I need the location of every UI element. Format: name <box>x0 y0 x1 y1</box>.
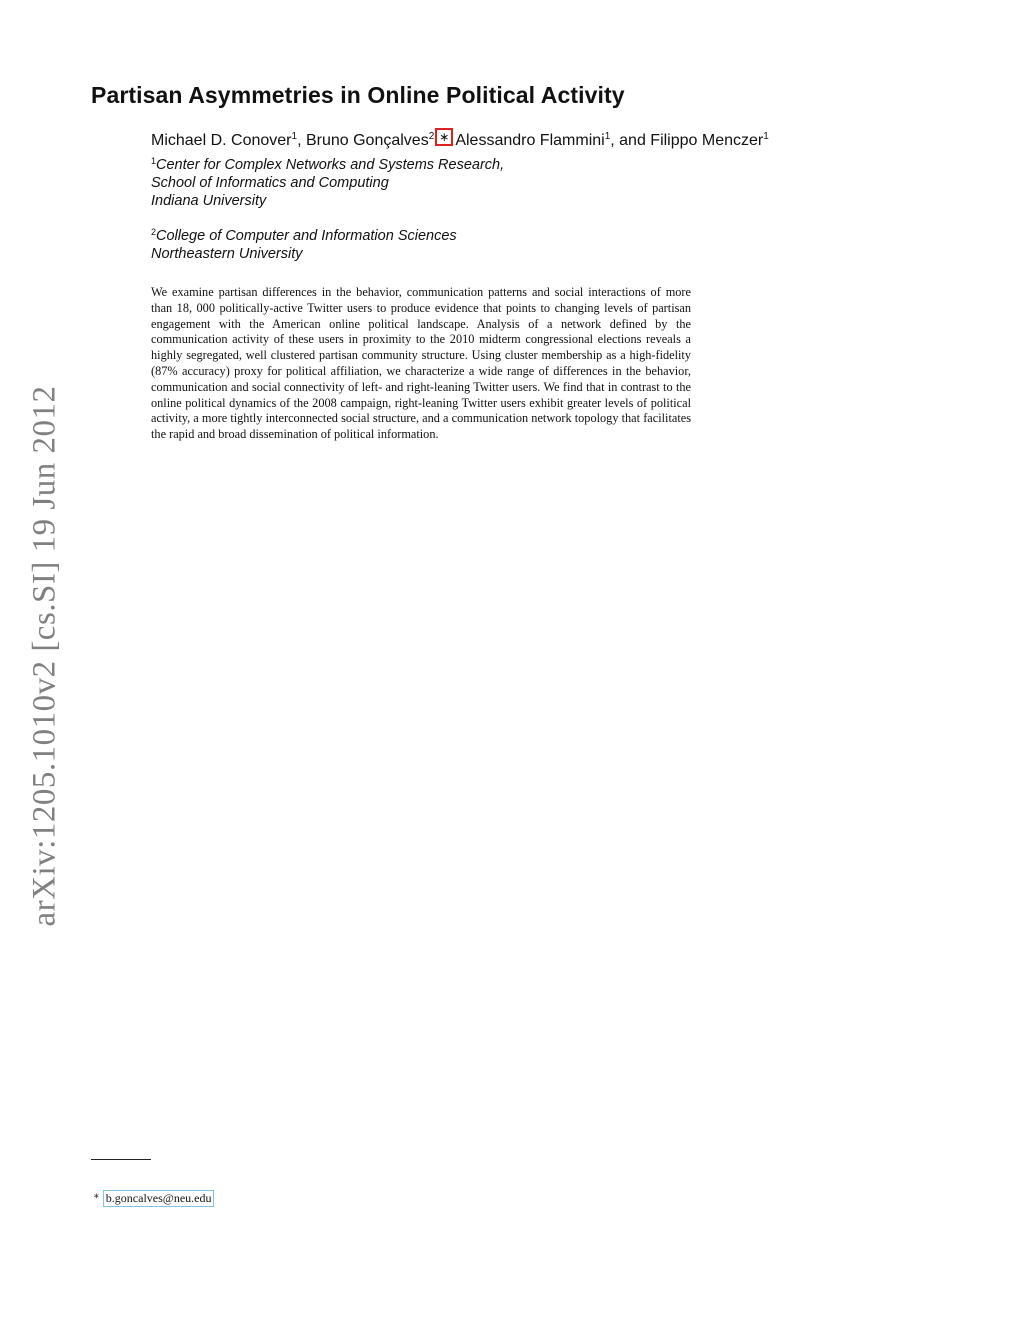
author-list <box>151 128 769 150</box>
affiliation-block <box>151 156 504 210</box>
affiliation-mark: 1 <box>151 156 157 166</box>
affiliation-block <box>151 227 457 263</box>
affiliation-line <box>151 156 504 174</box>
affiliation-line: Indiana University <box>151 193 267 209</box>
affiliation-line: Northeastern University <box>151 246 303 262</box>
affiliation-mark: 1 <box>763 131 769 142</box>
author-name: Michael D. Conover <box>151 132 292 149</box>
author-name: Alessandro Flammini <box>455 132 605 149</box>
footnote <box>93 1190 214 1207</box>
affiliation-line <box>151 227 457 245</box>
abstract: We examine partisan differences in the behavior, communication patterns and social interactions of more than 18, 000 politically-active Twitter users to produce evidence that points to changing levels of partisan engagement with the American online political landscape. Analysis of a network defined by the communication activity of these users in proximity to the 2010 midterm congressional elections reveals a highly segregated, well clustered partisan community structure. Using cluster membership as a high-fidelity (87% accuracy) proxy for political affiliation, we characterize a wide range of differences in the behavior, communication and social connectivity of left- and right-leaning Twitter users. We find that in contrast to the online political dynamics of the 2008 campaign, right-leaning Twitter users exhibit greater levels of political activity, a more tightly interconnected social structure, and a communication network topology that facilitates the rapid and broad dissemination of political information. <box>151 285 691 442</box>
email-link[interactable]: b.goncalves@neu.edu <box>103 1190 215 1207</box>
affiliation-mark: 1 <box>291 131 298 142</box>
author-name: Filippo Menczer <box>650 132 764 149</box>
author-name: Bruno Gonçalves <box>305 132 429 149</box>
author-separator: , <box>297 132 306 149</box>
affiliation-text: College of Computer and Information Sciences <box>156 228 457 244</box>
footnote-marker-link[interactable]: ∗ <box>435 128 453 146</box>
affiliation-line: School of Informatics and Computing <box>151 175 389 191</box>
author-separator: , and <box>610 132 651 149</box>
paper-title: Partisan Asymmetries in Online Political Activity <box>91 82 625 108</box>
footnote-mark: ∗ <box>93 1191 100 1202</box>
affiliation-text: Center for Complex Networks and Systems Research, <box>156 157 505 173</box>
footnote-divider <box>91 1159 151 1160</box>
affiliation-mark: 2 <box>151 227 157 237</box>
affiliation-mark: 1 <box>604 131 611 142</box>
affiliation-mark: 2 <box>428 131 435 142</box>
arxiv-identifier-stamp: arXiv:1205.1010v2 [cs.SI] 19 Jun 2012 <box>26 385 63 927</box>
